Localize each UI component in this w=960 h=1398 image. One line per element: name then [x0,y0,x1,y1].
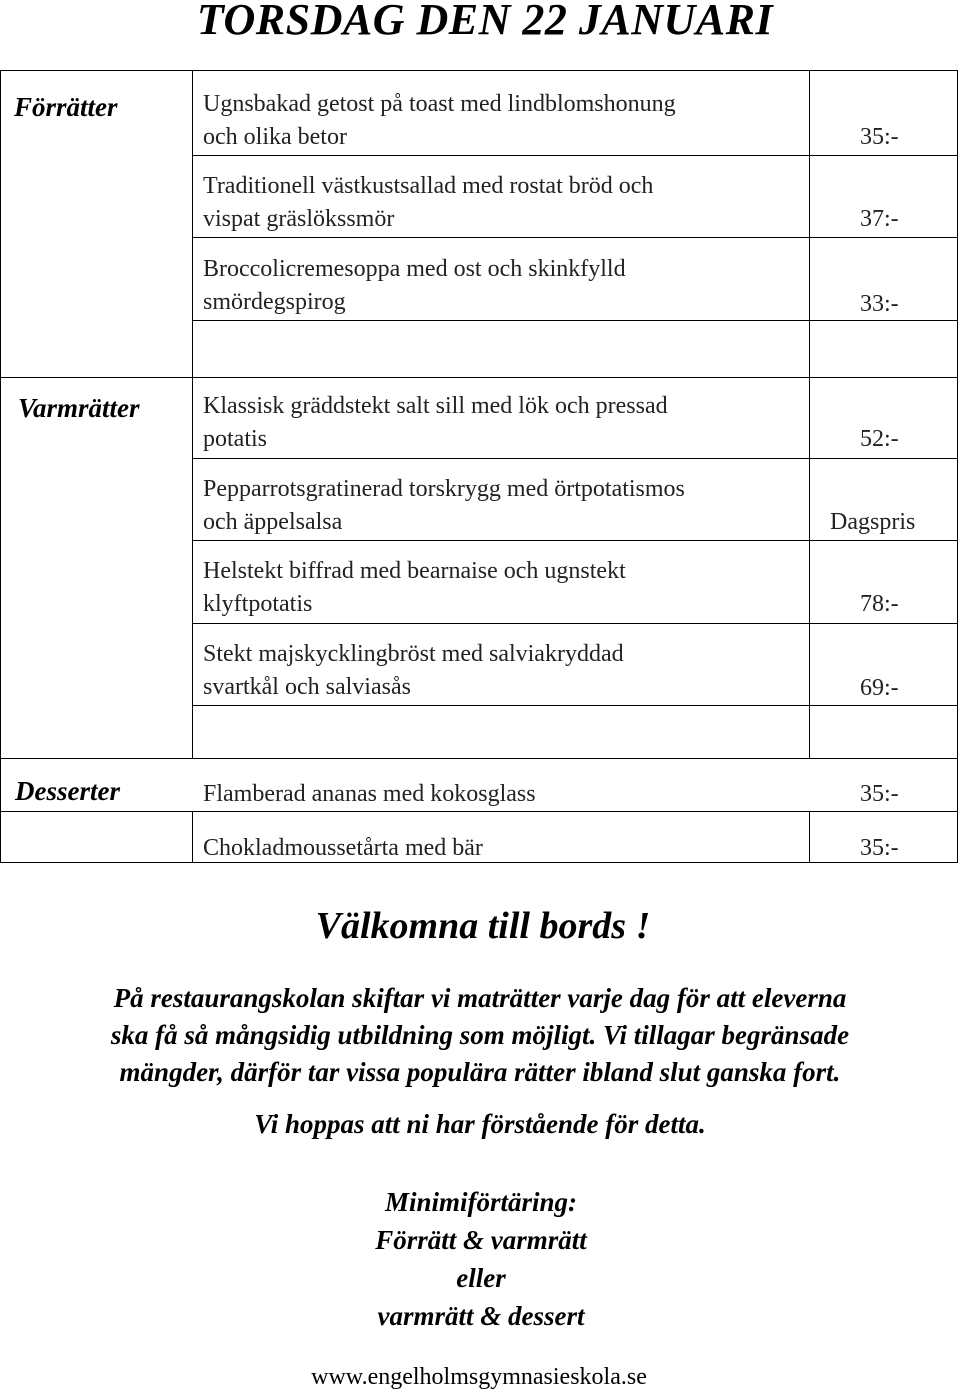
page-title: TORSDAG DEN 22 JANUARI [196,0,774,44]
menu-item [203,390,668,456]
dish-name-line: potatis [203,426,267,452]
row-divider [192,540,958,541]
menu-item [203,170,653,236]
minimum-option: Förrätt & varmrätt [375,1225,587,1255]
row-divider [192,237,958,238]
minimum-or: eller [456,1263,506,1293]
notice-line: ska få så mångsidig utbildning som möjligt. Vi tillagar begränsade [110,1020,850,1050]
menu-item [203,555,626,621]
menu-item [203,638,624,704]
dish-name-line: Stekt majskycklingbröst med salviakryddad [203,641,624,667]
dish-name-line: Chokladmoussetårta med bär [203,835,483,861]
website-link[interactable]: www.engelholmsgymnasieskola.se [311,1364,647,1390]
dish-price: 69:- [860,675,899,701]
section-divider [1,377,958,378]
notice-line: På restaurangskolan skiftar vi maträtter varje dag för att eleverna [113,983,847,1013]
row-divider [192,458,958,459]
dish-price: 33:- [860,291,899,317]
dish-name-line: Broccolicremesoppa med ost och skinkfylld [203,256,626,282]
apology-text: Vi hoppas att ni har förstående för detta. [254,1109,706,1139]
dish-price: 37:- [860,206,899,232]
menu-item [203,253,626,319]
dish-name-line: vispat gräslökssmör [203,206,395,232]
minimum-option: varmrätt & dessert [377,1301,585,1331]
dish-price: 35:- [860,124,899,150]
row-divider [1,811,958,812]
category-forratter: Förrätter [14,92,118,122]
dish-name-line: Pepparrotsgratinerad torskrygg med örtpotatismos [203,476,685,502]
dish-name-line: Helstekt biffrad med bearnaise och ugnstekt [203,558,626,584]
menu-item [203,473,685,539]
row-divider [192,705,958,706]
dish-name-line: Traditionell västkustsallad med rostat bröd och [203,173,654,199]
category-divider [192,71,193,758]
menu-item [203,88,676,154]
row-divider [192,320,958,321]
dish-name-line: Klassisk gräddstekt salt sill med lök och pressad [203,393,668,419]
row-divider [192,623,958,624]
dish-name-line: och olika betor [203,124,347,150]
dish-name-line: Flamberad ananas med kokosglass [203,781,536,807]
section-divider [1,758,958,759]
dish-price: 78:- [860,591,899,617]
row-divider [192,155,958,156]
notice-line: mängder, därför tar vissa populära rätter ibland slut ganska fort. [119,1057,841,1087]
price-divider [809,71,810,758]
dish-price: 35:- [860,781,899,807]
dish-price: 35:- [860,835,899,861]
price-divider [809,811,810,863]
category-desserter: Desserter [15,776,120,806]
dish-price: 52:- [860,426,899,452]
dish-name-line: och äppelsalsa [203,509,343,535]
dish-price: Dagspris [830,509,916,535]
welcome-heading: Välkomna till bords ! [315,905,651,947]
category-divider [192,811,193,863]
dish-name-line: svartkål och salviasås [203,674,411,700]
minimum-heading: Minimiförtäring: [384,1187,578,1217]
dish-name-line: klyftpotatis [203,591,313,617]
menu-item [203,832,483,865]
menu-item [203,778,536,811]
dish-name-line: smördegspirog [203,289,346,315]
dish-name-line: Ugnsbakad getost på toast med lindblomshonung [203,91,676,117]
category-varmratter: Varmrätter [18,393,140,423]
